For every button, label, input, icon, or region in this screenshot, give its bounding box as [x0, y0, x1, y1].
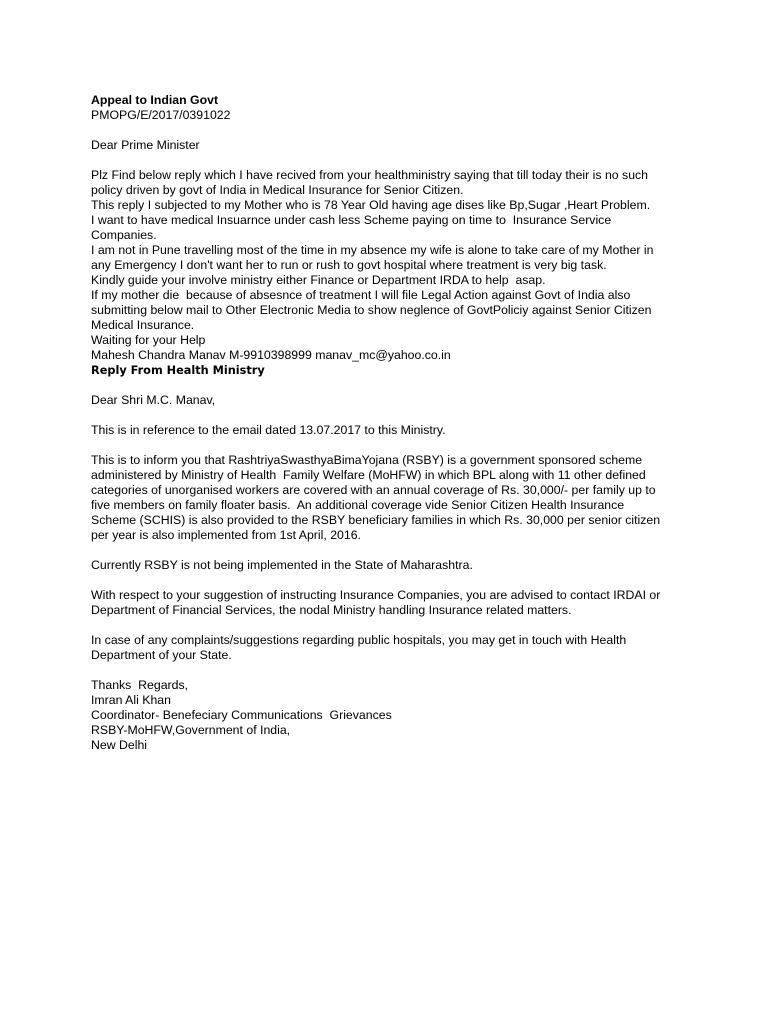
reply-paragraph: This is in reference to the email dated 13.07.2017 to this Ministry.: [91, 423, 446, 437]
signature-line: Coordinator- Benefeciary Communications Grievances: [91, 708, 392, 722]
appeal-body-line: I want to have medical Insuarnce under cash less Scheme paying on time to Insurance Service: [91, 213, 612, 227]
appeal-body-line: If my mother die because of absesnce of treatment I will file Legal Action against Govt of India also: [91, 288, 631, 302]
spacer: [91, 543, 691, 558]
reply-paragraph-line: This is to inform you that RashtriyaSwasthyaBimaYojana (RSBY) is a government sponsored scheme: [91, 453, 643, 467]
appeal-body-line: I am not in Pune travelling most of the time in my absence my wife is alone to take care of my Mother in: [91, 243, 654, 257]
reply-paragraph-line: Department of your State.: [91, 648, 232, 662]
appeal-body-line: Plz Find below reply which I have recived from your healthministry saying that till today their is no such: [91, 168, 649, 182]
signature-line: Thanks Regards,: [91, 678, 189, 692]
appeal-body-line: any Emergency I don't want her to run or rush to govt hospital where treatment is very big task.: [91, 258, 607, 272]
appeal-salutation: Dear Prime Minister: [91, 138, 200, 152]
reply-salutation: Dear Shri M.C. Manav,: [91, 393, 216, 407]
reply-paragraph-line: With respect to your suggestion of instructing Insurance Companies, you are advised to contact IRDAI or: [91, 588, 661, 602]
reply-paragraph-line: Scheme (SCHIS) is also provided to the RSBY beneficiary families in which Rs. 30,000 per senior citizen: [91, 513, 661, 527]
spacer: [91, 438, 691, 453]
appeal-body-line: This reply I subjected to my Mother who is 78 Year Old having age dises like Bp,Sugar ,Heart Problem.: [91, 198, 651, 212]
reply-heading: Reply From Health Ministry: [91, 364, 265, 377]
appeal-title: Appeal to Indian Govt: [91, 93, 219, 107]
spacer: [91, 573, 691, 588]
spacer: [91, 408, 691, 423]
reply-paragraph: Currently RSBY is not being implemented in the State of Maharashtra.: [91, 558, 473, 572]
reply-paragraph-line: Department of Financial Services, the nodal Ministry handling Insurance related matters.: [91, 603, 572, 617]
reply-hospitals-paragraph: [91, 633, 691, 663]
appeal-body-line: Medical Insurance.: [91, 318, 195, 332]
spacer: [91, 123, 691, 138]
reply-paragraph-line: per year is also implemented from 1st April, 2016.: [91, 528, 361, 542]
reply-signature: [91, 678, 691, 753]
signature-line: New Delhi: [91, 738, 148, 752]
appeal-reference: PMOPG/E/2017/0391022: [91, 108, 231, 122]
reply-paragraph-line: In case of any complaints/suggestions regarding public hospitals, you may get in touch with Health: [91, 633, 627, 647]
spacer: [91, 618, 691, 633]
spacer: [91, 153, 691, 168]
signature-line: RSBY-MoHFW,Government of India,: [91, 723, 291, 737]
spacer: [91, 378, 691, 393]
appeal-signature: Mahesh Chandra Manav M-9910398999 manav_mc@yahoo.co.in: [91, 348, 451, 362]
signature-line: Imran Ali Khan: [91, 693, 171, 707]
reply-paragraph-line: categories of unorganised workers are covered with an annual coverage of Rs. 30,000/- per family up to: [91, 483, 656, 497]
spacer: [91, 663, 691, 678]
appeal-body-line: Kindly guide your involve ministry either Finance or Department IRDA to help asap.: [91, 273, 546, 287]
reply-rsby-paragraph: [91, 453, 691, 543]
appeal-body-line: Companies.: [91, 228, 157, 242]
reply-insurance-paragraph: [91, 588, 691, 618]
reply-paragraph-line: five members on family floater basis. An additional coverage vide Senior Citizen Health Insurance: [91, 498, 625, 512]
appeal-body-line: submitting below mail to Other Electronic Media to show neglence of GovtPoliciy against Senior Citizen: [91, 303, 652, 317]
appeal-body-line: policy driven by govt of India in Medical Insurance for Senior Citizen.: [91, 183, 464, 197]
document-page: [91, 93, 691, 753]
appeal-body-line: Waiting for your Help: [91, 333, 206, 347]
reply-paragraph-line: administered by Ministry of Health Family Welfare (MoHFW) in which BPL along with 11 other defined: [91, 468, 646, 482]
appeal-body: [91, 168, 691, 363]
